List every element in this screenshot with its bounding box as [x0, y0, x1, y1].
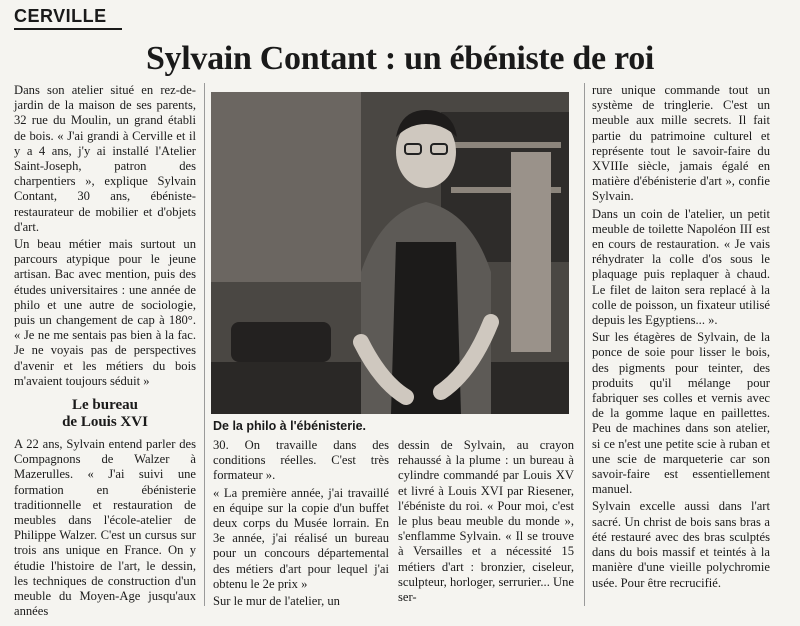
article-column-4	[592, 83, 770, 591]
paragraph: 30. On travaille dans des conditions réelles. C'est très formateur ».	[213, 438, 389, 483]
paragraph: « La première année, j'ai travaillé en équipe sur la copie d'un buffet deux corps du Musée lorrain. En 3e année, j'ai réalisé un bureau pour un concours départemental des métiers d'art pour lequel j'ai obtenu le 2e prix »	[213, 485, 389, 591]
article-photo	[211, 92, 569, 414]
paragraph: Sylvain excelle aussi dans l'art sacré. Un christ de bois sans bras a été restauré avec des bras sculptés dans du bois massif et teintés à la manière d'une vieille polychromie usée. Pour être recrucifié.	[592, 499, 770, 590]
article-column-1	[14, 83, 196, 620]
paragraph: rure unique commande tout un système de tringlerie. C'est un meuble aux mille secrets. Il fait partie du patrimoine culturel et représente tout le savoir-faire du XVIIIe siècle, jamais égalé en matière d'ébénisterie d'art », confie Sylvain.	[592, 83, 770, 204]
column-divider	[584, 83, 585, 606]
paragraph: Dans son atelier situé en rez-de-jardin de la maison de ses parents, 32 rue du Moulin, un grand établi de bois. « J'ai grandi à Cerville et il y a 4 ans, j'y ai installé l'Atelier Saint-Joseph, patron des charpentiers », explique Sylvain Contant, 30 ans, ébéniste-restaurateur de mobilier et d'objets d'art.	[14, 83, 196, 234]
subheading-line: de Louis XVI	[62, 414, 148, 431]
paragraph: Un beau métier mais surtout un parcours atypique pour le jeune artisan. Bac avec mention, puis des études universitaires : une année de philo et une autre de sociologie, puis un changement de cap à 180°. « Je ne me sentais pas bien à la fac. Je ne voyais pas de perspectives d'avenir et les métiers du bois m'avaient toujours séduit »	[14, 237, 196, 388]
subheading-line: Le bureau	[72, 397, 138, 414]
section-label: CERVILLE	[14, 6, 107, 26]
article-column-2	[213, 438, 389, 609]
photo-illustration	[211, 92, 569, 414]
paragraph: A 22 ans, Sylvain entend parler des Compagnons de Walzer à Mazerulles. « J'ai suivi une formation en ébénisterie traditionnelle et restauration de meubles dans l'école-atelier de Philippe Walzer. C'est un cursus sur trois ans unique en France. On y étudie l'histoire de l'art, le dessin, les techniques de construction d'un meuble du Moyen-Age jusqu'aux années	[14, 437, 196, 619]
subheading	[14, 397, 196, 431]
headline: Sylvain Contant : un ébéniste de roi	[145, 40, 655, 77]
paragraph: dessin de Sylvain, au crayon rehaussé à la plume : un bureau à cylindre commandé par Louis XV et livré à Louis XVI par Riesener, l'ébéniste du roi. « Pour moi, c'est le plus beau meuble du monde », s'enflamme Sylvain. « Il se trouve à Versailles et a nécessité 15 métiers d'art : bronzier, ciseleur, sculpteur, horloger, serrurier... Une ser-	[398, 438, 574, 605]
column-divider	[204, 83, 205, 606]
photo-caption: De la philo à l'ébénisterie.	[213, 419, 367, 433]
paragraph: Sur les étagères de Sylvain, de la ponce de soie pour lisser le bois, des pigments pour teinter, des produits qu'il mélange pour fabriquer ses colles et vernis avec de la gomme laque en paillettes. Peu de machines dans son atelier, si ce n'est une petite scie à ruban et une scie de marqueterie car son savoir-faire est essentiellement manuel.	[592, 330, 770, 497]
paragraph: Dans un coin de l'atelier, un petit meuble de toilette Napoléon III est en cours de restauration. « Je vais réhydrater la colle d'os sous le plaquage puis replaquer à chaud. Le filet de laiton sera replacé à la colle de poisson, un fixateur utilisé depuis les Egyptiens... ».	[592, 206, 770, 328]
paragraph: Sur le mur de l'atelier, un	[213, 594, 340, 609]
article-column-3	[398, 438, 574, 605]
section-rule	[14, 28, 122, 30]
